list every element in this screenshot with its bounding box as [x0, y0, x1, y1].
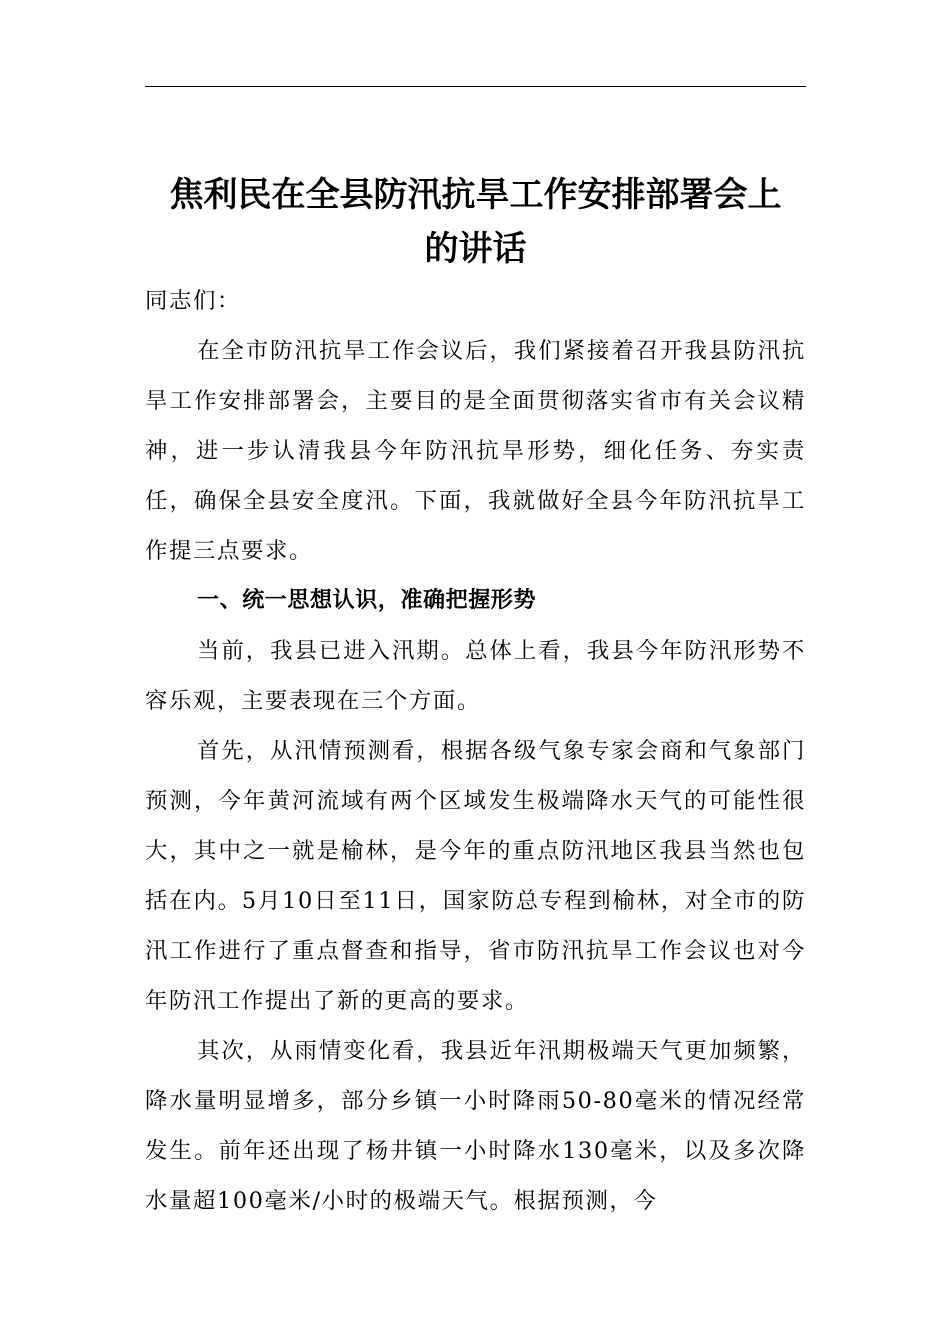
- section-heading-1: 一、统一思想认识，准确把握形势: [197, 588, 537, 613]
- title-line-2: 的讲话: [424, 229, 527, 269]
- document-body: [145, 276, 806, 1226]
- paragraph-situation: 当前，我县已进入汛期。总体上看，我县今年防汛形势不容乐观，主要表现在三个方面。: [145, 638, 806, 714]
- paragraph-second: 其次，从雨情变化看，我县近年汛期极端天气更加频繁，降水量明显增多，部分乡镇一小时降雨50-80毫米的情况经常发生。前年还出现了杨井镇一小时降水130毫米，以及多次降水量超100毫米/小时的极端天气。根据预测，今: [145, 1038, 806, 1214]
- salutation: 同志们：: [145, 288, 241, 314]
- paragraph-intro: 在全市防汛抗旱工作会议后，我们紧接着召开我县防汛抗旱工作安排部署会，主要目的是全面贯彻落实省市有关会议精神，进一步认清我县今年防汛抗旱形势，细化任务、夯实责任，确保全县安全度汛。下面，我就做好全县今年防汛抗旱工作提三点要求。: [145, 338, 806, 564]
- paragraph-first: 首先，从汛情预测看，根据各级气象专家会商和气象部门预测，今年黄河流域有两个区域发生极端降水天气的可能性很大，其中之一就是榆林，是今年的重点防汛地区我县当然也包括在内。5月10日至11日，国家防总专程到榆林，对全市的防汛工作进行了重点督查和指导，省市防汛抗旱工作会议也对今年防汛工作提出了新的更高的要求。: [145, 738, 806, 1014]
- title-line-1: 焦利民在全县防汛抗旱工作安排部署会上: [169, 175, 782, 215]
- header-rule: [145, 86, 806, 87]
- document-title: [145, 168, 806, 276]
